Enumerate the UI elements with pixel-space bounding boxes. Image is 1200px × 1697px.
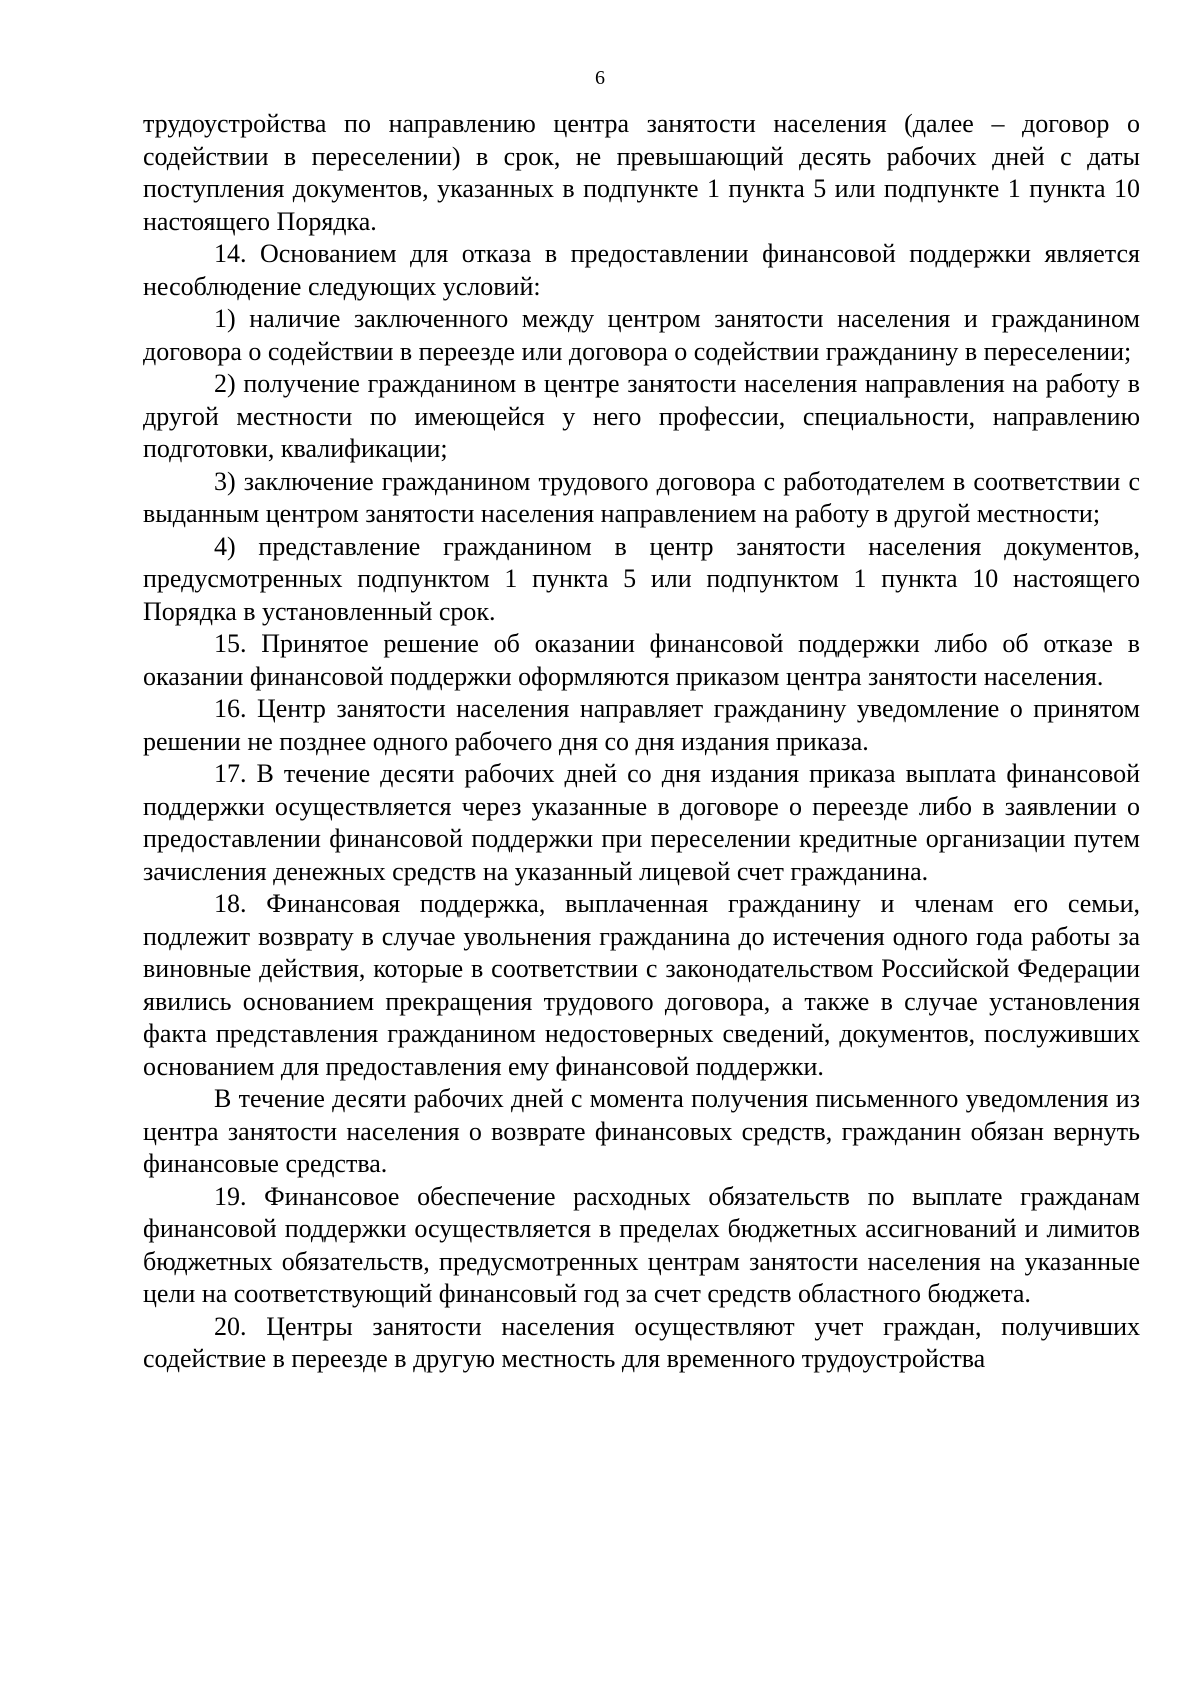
document-body xyxy=(143,108,1140,1376)
paragraph: 18. Финансовая поддержка, выплаченная гражданину и членам его семьи, подлежит возврату в случае увольнения гражданина до истечения одного года работы за виновные действия, которые в соответствии с законодательством Российской Федерации явились основанием прекращения трудового договора, а также в случае установления факта представления гражданином недостоверных сведений, документов, послуживших основанием для предоставления ему финансовой поддержки. xyxy=(143,889,1140,1081)
paragraph: 4) представление гражданином в центр занятости населения документов, предусмотренных подпунктом 1 пункта 5 или подпунктом 1 пункта 10 настоящего Порядка в установленный срок. xyxy=(143,531,1140,626)
paragraph: 3) заключение гражданином трудового договора с работодателем в соответствии с выданным центром занятости населения направлением на работу в другой местности; xyxy=(143,466,1140,528)
paragraph: 14. Основанием для отказа в предоставлении финансовой поддержки является несоблюдение следующих условий: xyxy=(143,239,1140,301)
paragraph: 1) наличие заключенного между центром занятости населения и гражданином договора о содействии в переезде или договора о содействии гражданину в переселении; xyxy=(143,304,1140,366)
paragraph: 2) получение гражданином в центре занятости населения направления на работу в другой местности по имеющейся у него профессии, специальности, направлению подготовки, квалификации; xyxy=(143,369,1140,463)
paragraph: 16. Центр занятости населения направляет гражданину уведомление о принятом решении не позднее одного рабочего дня со дня издания приказа. xyxy=(143,694,1140,756)
paragraph: трудоустройства по направлению центра занятости населения (далее – договор о содействии в переселении) в срок, не превышающий десять рабочих дней с даты поступления документов, указанных в подпункте 1 пункта 5 или подпункте 1 пункта 10 настоящего Порядка. xyxy=(143,109,1140,236)
page-number: 6 xyxy=(595,67,605,89)
paragraph: В течение десяти рабочих дней с момента получения письменного уведомления из центра занятости населения о возврате финансовых средств, гражданин обязан вернуть финансовые средства. xyxy=(143,1084,1140,1178)
paragraph: 20. Центры занятости населения осуществляют учет граждан, получивших содействие в переезде в другую местность для временного трудоустройства xyxy=(143,1311,1140,1373)
paragraph: 17. В течение десяти рабочих дней со дня издания приказа выплата финансовой поддержки осуществляется через указанные в договоре о переезде либо в заявлении о предоставлении финансовой поддержки при переселении кредитные организации путем зачисления денежных средств на указанный лицевой счет гражданина. xyxy=(143,759,1140,886)
paragraph: 15. Принятое решение об оказании финансовой поддержки либо об отказе в оказании финансовой поддержки оформляются приказом центра занятости населения. xyxy=(143,629,1140,691)
paragraph: 19. Финансовое обеспечение расходных обязательств по выплате гражданам финансовой поддержки осуществляется в пределах бюджетных ассигнований и лимитов бюджетных обязательств, предусмотренных центрам занятости населения на указанные цели на соответствующий финансовый год за счет средств областного бюджета. xyxy=(143,1181,1140,1308)
